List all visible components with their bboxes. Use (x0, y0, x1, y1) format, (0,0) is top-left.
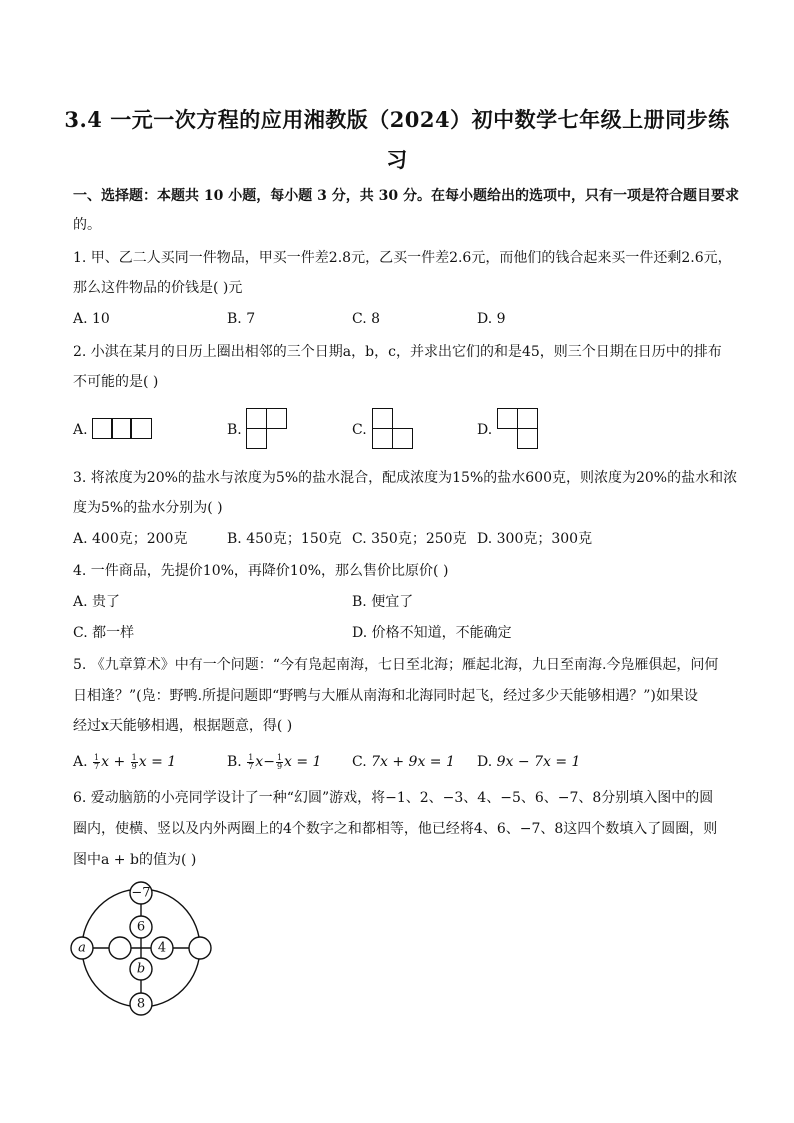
option-b-tail: x = 1 (284, 754, 322, 770)
q2-option-a-label: A. (73, 422, 88, 438)
grid-cell (392, 428, 413, 449)
fraction-one-seventh: $\frac{1}{7}$ (94, 752, 100, 771)
fraction-one-ninth: $\frac{1}{9}$ (276, 752, 283, 771)
q3-text-2: 度为5%的盐水分别为( ) (73, 500, 223, 516)
q2-text-1: 2. 小淇在某月的日历上圈出相邻的三个日期a，b，c，并求出它们的和是45，则三个日期在日历中的排布 (73, 344, 722, 360)
q5-option-d (477, 752, 580, 772)
q6-text-2: 圈内，使横、竖以及内外两圈上的4个数字之和都相等，他已经将4、6、−7、8这四个数填入了圆圈，则 (73, 821, 718, 837)
grid-cell (92, 418, 113, 439)
q1-option-a: A. 10 (73, 311, 110, 327)
q3-option-a: A. 400克；200克 (73, 531, 188, 547)
q3-option-d: D. 300克；300克 (477, 531, 593, 547)
q1-text-1: 1. 甲、乙二人买同一件物品，甲买一件差2.8元，乙买一件差2.6元，而他们的钱合起来买一件还剩2.6元， (73, 250, 732, 266)
q5-option-c (352, 752, 455, 772)
q4-option-a: A. 贵了 (73, 594, 121, 610)
q4-option-d: D. 价格不知道，不能确定 (352, 625, 512, 641)
q2-option-d-label: D. (477, 422, 493, 438)
q4-option-c: C. 都一样 (73, 625, 135, 641)
section-instruction-1: 一、选择题：本题共 10 小题，每小题 3 分，共 30 分。在每小题给出的选项中，只有一项是符合题目要求 (73, 188, 739, 204)
label-bottom: 8 (136, 996, 146, 1012)
grid-cell (246, 408, 267, 429)
option-d-equation: 9x − 7x = 1 (496, 754, 581, 770)
option-a-tail: x = 1 (138, 754, 177, 770)
q5-option-a: A. $\frac{1}{7}$ x + $\frac{1}{9}$ x = 1 (73, 752, 177, 771)
q1-text-2: 那么这件物品的价钱是( )元 (73, 280, 243, 296)
grid-cell (372, 408, 393, 429)
q1-option-d: D. 9 (477, 311, 506, 327)
q6-text-3: 图中a + b的值为( ) (73, 852, 197, 868)
label-inner-right: 4 (157, 940, 167, 956)
q4-option-b: B. 便宜了 (352, 594, 414, 610)
label-left: a (78, 940, 86, 956)
option-label: D. (477, 754, 493, 770)
q5-text-2: 日相逢？”(凫：野鸭.所提问题即“野鸭与大雁从南海和北海同时起飞，经过多少天能够相遇？”)如果设 (73, 688, 698, 704)
grid-cell (497, 408, 518, 429)
q3-text-1: 3. 将浓度为20%的盐水与浓度为5%的盐水混合，配成浓度为15%的盐水600克，则浓度为20%的盐水和浓 (73, 470, 738, 486)
grid-cell (266, 408, 287, 429)
q1-option-c: C. 8 (352, 311, 381, 327)
q4-text-1: 4. 一件商品，先提价10%，再降价10%，那么售价比原价( ) (73, 563, 449, 579)
q3-option-b: B. 450克；150克 (227, 531, 342, 547)
title-line-2: 习 (386, 147, 408, 172)
title-line-1: 3.4 一元一次方程的应用湘教版（2024）初中数学七年级上册同步练 (64, 107, 730, 132)
grid-cell (372, 428, 393, 449)
option-c-equation: 7x + 9x = 1 (371, 754, 455, 770)
grid-cell (246, 428, 267, 449)
q2-option-b-label: B. (227, 422, 242, 438)
label-inner-top: 6 (136, 919, 146, 935)
magic-circle-diagram (68, 878, 214, 1024)
q2-text-2: 不可能的是( ) (73, 374, 159, 390)
option-label: B. (227, 754, 242, 770)
fraction-one-ninth: $\frac{1}{9}$ (131, 752, 137, 771)
circle-right (189, 937, 211, 959)
label-inner-bottom: b (136, 961, 146, 977)
fraction-one-seventh: $\frac{1}{7}$ (248, 752, 254, 771)
q5-text-3: 经过x天能够相遇，根据题意，得( ) (73, 718, 293, 734)
grid-cell (111, 418, 132, 439)
q1-option-b: B. 7 (227, 311, 256, 327)
option-label: C. (352, 754, 367, 770)
q6-text-1: 6. 爱动脑筋的小亮同学设计了一种“幻圆”游戏，将−1、2、−3、4、−5、6、−7、8分别填入图中的圆 (73, 790, 714, 806)
q5-text-1: 5. 《九章算术》中有一个问题：“今有凫起南海，七日至北海；雁起北海，九日至南海.今凫雁俱起，问何 (73, 657, 719, 673)
section-instruction-2: 的。 (73, 217, 101, 233)
q5-option-b: B. $\frac{1}{7}$ x− $\frac{1}{9}$ x = 1 (227, 752, 322, 771)
option-label: A. (73, 754, 88, 770)
q2-option-c-label: C. (352, 422, 367, 438)
label-top: −7 (131, 885, 151, 901)
grid-cell (517, 408, 538, 429)
grid-cell (130, 418, 152, 439)
grid-cell (517, 428, 538, 449)
q3-option-c: C. 350克；250克 (352, 531, 467, 547)
circle-inner-left (109, 937, 131, 959)
